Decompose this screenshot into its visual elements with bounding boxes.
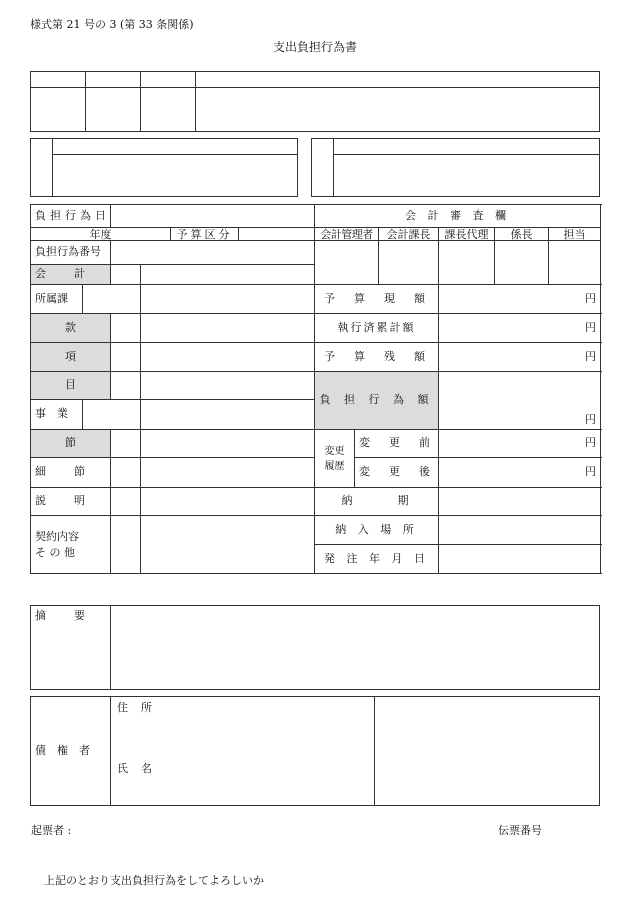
stamp-header-cell [196, 72, 600, 88]
number-value[interactable] [111, 241, 315, 265]
contract-code[interactable] [111, 516, 141, 574]
stamp-cell[interactable] [31, 88, 86, 132]
delivery-place-value[interactable] [439, 516, 601, 545]
yen-unit: 円 [585, 320, 596, 334]
stamp-cell[interactable] [86, 88, 141, 132]
summary-table [30, 605, 600, 690]
address-label: 住 所 [117, 701, 153, 714]
kou-code[interactable] [111, 343, 141, 372]
kou-name[interactable] [141, 343, 315, 372]
budget-category-label: 予算区分 [171, 228, 239, 241]
cumulative-label: 執行済累計額 [315, 314, 439, 343]
cumulative-value[interactable] [439, 314, 601, 343]
department-label: 所属課 [31, 285, 83, 314]
project-code[interactable] [83, 400, 141, 430]
after-change-value[interactable] [439, 458, 601, 488]
date-label: 負担行為日 [31, 205, 111, 228]
top-stamp-table [30, 71, 600, 132]
receipt-header-cell [53, 139, 298, 155]
setsu-code[interactable] [111, 430, 141, 458]
setsu-label: 節 [31, 430, 111, 458]
receipt-body-cell[interactable] [53, 155, 298, 197]
before-change-value[interactable] [439, 430, 601, 458]
project-label: 事 業 [31, 400, 83, 430]
department-name[interactable] [141, 285, 315, 314]
audit-stamp-staff[interactable] [549, 241, 601, 285]
yen-unit: 円 [585, 291, 596, 305]
after-change-label: 変 更 後 [355, 458, 439, 488]
kan-name[interactable] [141, 314, 315, 343]
contract-label: 契約内容 そ の 他 [31, 516, 111, 574]
creditor-table [30, 696, 600, 806]
accounting-code[interactable] [111, 265, 141, 285]
audit-stamp-accounting-chief[interactable] [379, 241, 439, 285]
history-label: 変更 履歴 [315, 430, 355, 488]
date-value[interactable] [111, 205, 315, 228]
audit-role-deputy-chief: 課長代理 [439, 228, 495, 241]
year-label: 年度 [31, 228, 171, 241]
audit-role-subsection-chief: 係長 [495, 228, 549, 241]
right-receipt-box [311, 138, 600, 197]
order-date-label: 発 注 年 月 日 [315, 545, 439, 574]
confirmation-text: 上記のとおり支出負担行為をしてよろしいか [44, 874, 264, 887]
accounting-value[interactable] [141, 265, 315, 285]
accounting-label: 会 計 [31, 265, 111, 285]
stamp-header-cell [141, 72, 196, 88]
moku-name[interactable] [141, 372, 315, 400]
stamp-header-cell [31, 72, 86, 88]
drafter-label: 起票者 : [31, 824, 72, 837]
yen-unit: 円 [585, 349, 596, 363]
current-budget-label: 予 算 現 額 [315, 285, 439, 314]
summary-value[interactable] [111, 606, 600, 690]
audit-stamp-subsection-chief[interactable] [495, 241, 549, 285]
description-code[interactable] [111, 488, 141, 516]
name-label: 氏 名 [117, 762, 153, 775]
moku-label: 目 [31, 372, 111, 400]
delivery-place-label: 納 入 場 所 [315, 516, 439, 545]
audit-role-accounting-chief: 会計課長 [379, 228, 439, 241]
saisetsu-name[interactable] [141, 458, 315, 488]
kan-code[interactable] [111, 314, 141, 343]
audit-stamp-deputy-chief[interactable] [439, 241, 495, 285]
page-title: 支出負担行為書 [272, 40, 357, 54]
current-budget-value[interactable] [439, 285, 601, 314]
delivery-date-value[interactable] [439, 488, 601, 516]
main-form-table [30, 204, 601, 574]
slip-number-label: 伝票番号 [498, 824, 542, 837]
setsu-name[interactable] [141, 430, 315, 458]
saisetsu-label: 細 節 [31, 458, 111, 488]
creditor-label: 債 権 者 [31, 697, 111, 806]
audit-role-accounting-manager: 会計管理者 [315, 228, 379, 241]
delivery-date-label: 納 期 [315, 488, 439, 516]
yen-unit: 円 [585, 413, 596, 427]
receipt-body-cell[interactable] [334, 155, 600, 197]
commitment-value[interactable] [439, 372, 601, 430]
remaining-value[interactable] [439, 343, 601, 372]
form-number: 様式第 21 号の 3 (第 33 条関係) [30, 18, 194, 31]
order-date-value[interactable] [439, 545, 601, 574]
moku-code[interactable] [111, 372, 141, 400]
commitment-label: 負 担 行 為 額 [315, 372, 439, 430]
department-value[interactable] [83, 285, 141, 314]
audit-stamp-accounting-manager[interactable] [315, 241, 379, 285]
description-value[interactable] [141, 488, 315, 516]
audit-header: 会 計 審 査 欄 [315, 205, 601, 228]
stamp-header-cell [86, 72, 141, 88]
number-label: 負担行為番号 [31, 241, 111, 265]
kou-label: 項 [31, 343, 111, 372]
saisetsu-code[interactable] [111, 458, 141, 488]
project-name[interactable] [141, 400, 315, 430]
audit-role-staff: 担当 [549, 228, 601, 241]
receipt-header-cell [334, 139, 600, 155]
description-label: 説 明 [31, 488, 111, 516]
creditor-info-cell[interactable] [111, 697, 375, 806]
kan-label: 款 [31, 314, 111, 343]
yen-unit: 円 [585, 465, 596, 479]
stamp-cell[interactable] [196, 88, 600, 132]
contract-value[interactable] [141, 516, 315, 574]
summary-label: 摘 要 [31, 606, 111, 690]
remaining-label: 予 算 残 額 [315, 343, 439, 372]
before-change-label: 変 更 前 [355, 430, 439, 458]
stamp-cell[interactable] [141, 88, 196, 132]
receipt-side-cell [312, 139, 334, 197]
receipt-side-cell [31, 139, 53, 197]
creditor-stamp-cell[interactable] [375, 697, 600, 806]
budget-category-value[interactable] [239, 228, 315, 241]
left-receipt-box [30, 138, 298, 197]
yen-unit: 円 [585, 436, 596, 450]
